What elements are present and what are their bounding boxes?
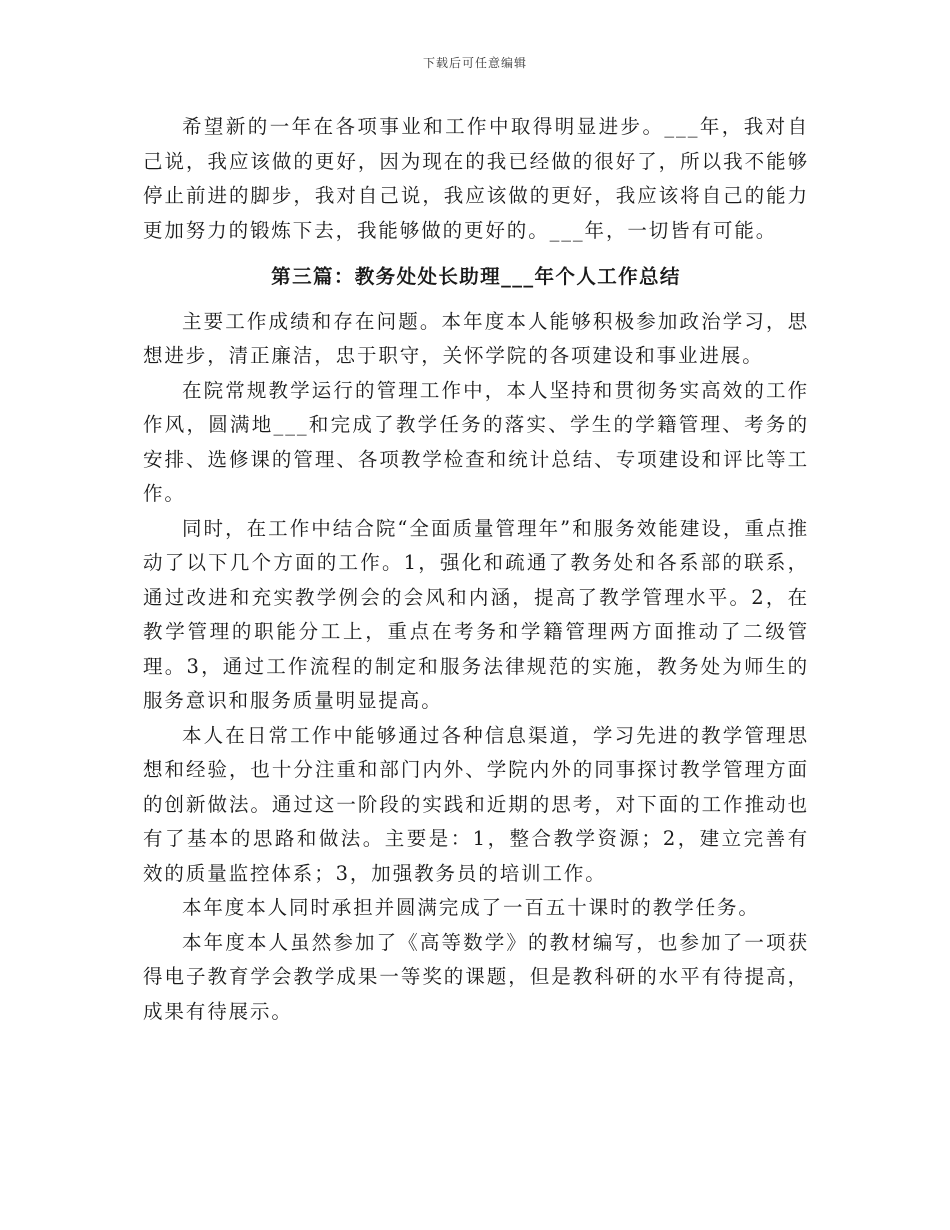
- paragraph: 本年度本人同时承担并圆满完成了一百五十课时的教学任务。: [182, 896, 760, 919]
- paragraph: 主要工作成绩和存在问题。本年度本人能够积极参加政治学习，思想进步，清正廉洁，忠于职守，关怀学院的各项建设和事业进展。: [143, 309, 809, 367]
- section-title: 第三篇：教务处处长助理___年个人工作总结: [271, 265, 681, 288]
- paragraph: 本年度本人虽然参加了《高等数学》的教材编写，也参加了一项获得电子教育学会教学成果一等奖的课题，但是教科研的水平有待提高，成果有待展示。: [143, 930, 809, 1023]
- paragraph: 同时，在工作中结合院“全面质量管理年”和服务效能建设，重点推动了以下几个方面的工作。1，强化和疏通了教务处和各系部的联系，通过改进和充实教学例会的会风和内涵，提高了教学管理水平。2，在教学管理的职能分工上，重点在考务和学籍管理两方面推动了二级管理。3，通过工作流程的制定和服务法律规范的实施，教务处为师生的服务意识和服务质量明显提高。: [143, 516, 809, 712]
- paragraph-intro: 希望新的一年在各项事业和工作中取得明显进步。___年，我对自己说，我应该做的更好，因为现在的我已经做的很好了，所以我不能够停止前进的脚步，我对自己说，我应该做的更好，我应该将自己的能力更加努力的锻炼下去，我能够做的更好的。___年，一切皆有可能。: [143, 115, 809, 242]
- paragraph: 本人在日常工作中能够通过各种信息渠道，学习先进的教学管理思想和经验，也十分注重和部门内外、学院内外的同事探讨教学管理方面的创新做法。通过这一阶段的实践和近期的思考，对下面的工作推动也有了基本的思路和做法。主要是：1，整合教学资源；2，建立完善有效的质量监控体系；3，加强教务员的培训工作。: [143, 723, 809, 885]
- header-note: 下载后可任意编辑: [422, 56, 527, 70]
- paragraph: 在院常规教学运行的管理工作中，本人坚持和贯彻务实高效的工作作风，圆满地___和完成了教学任务的落实、学生的学籍管理、考务的安排、选修课的管理、各项教学检查和统计总结、专项建设和评比等工作。: [143, 378, 809, 505]
- document-body: [143, 110, 809, 1029]
